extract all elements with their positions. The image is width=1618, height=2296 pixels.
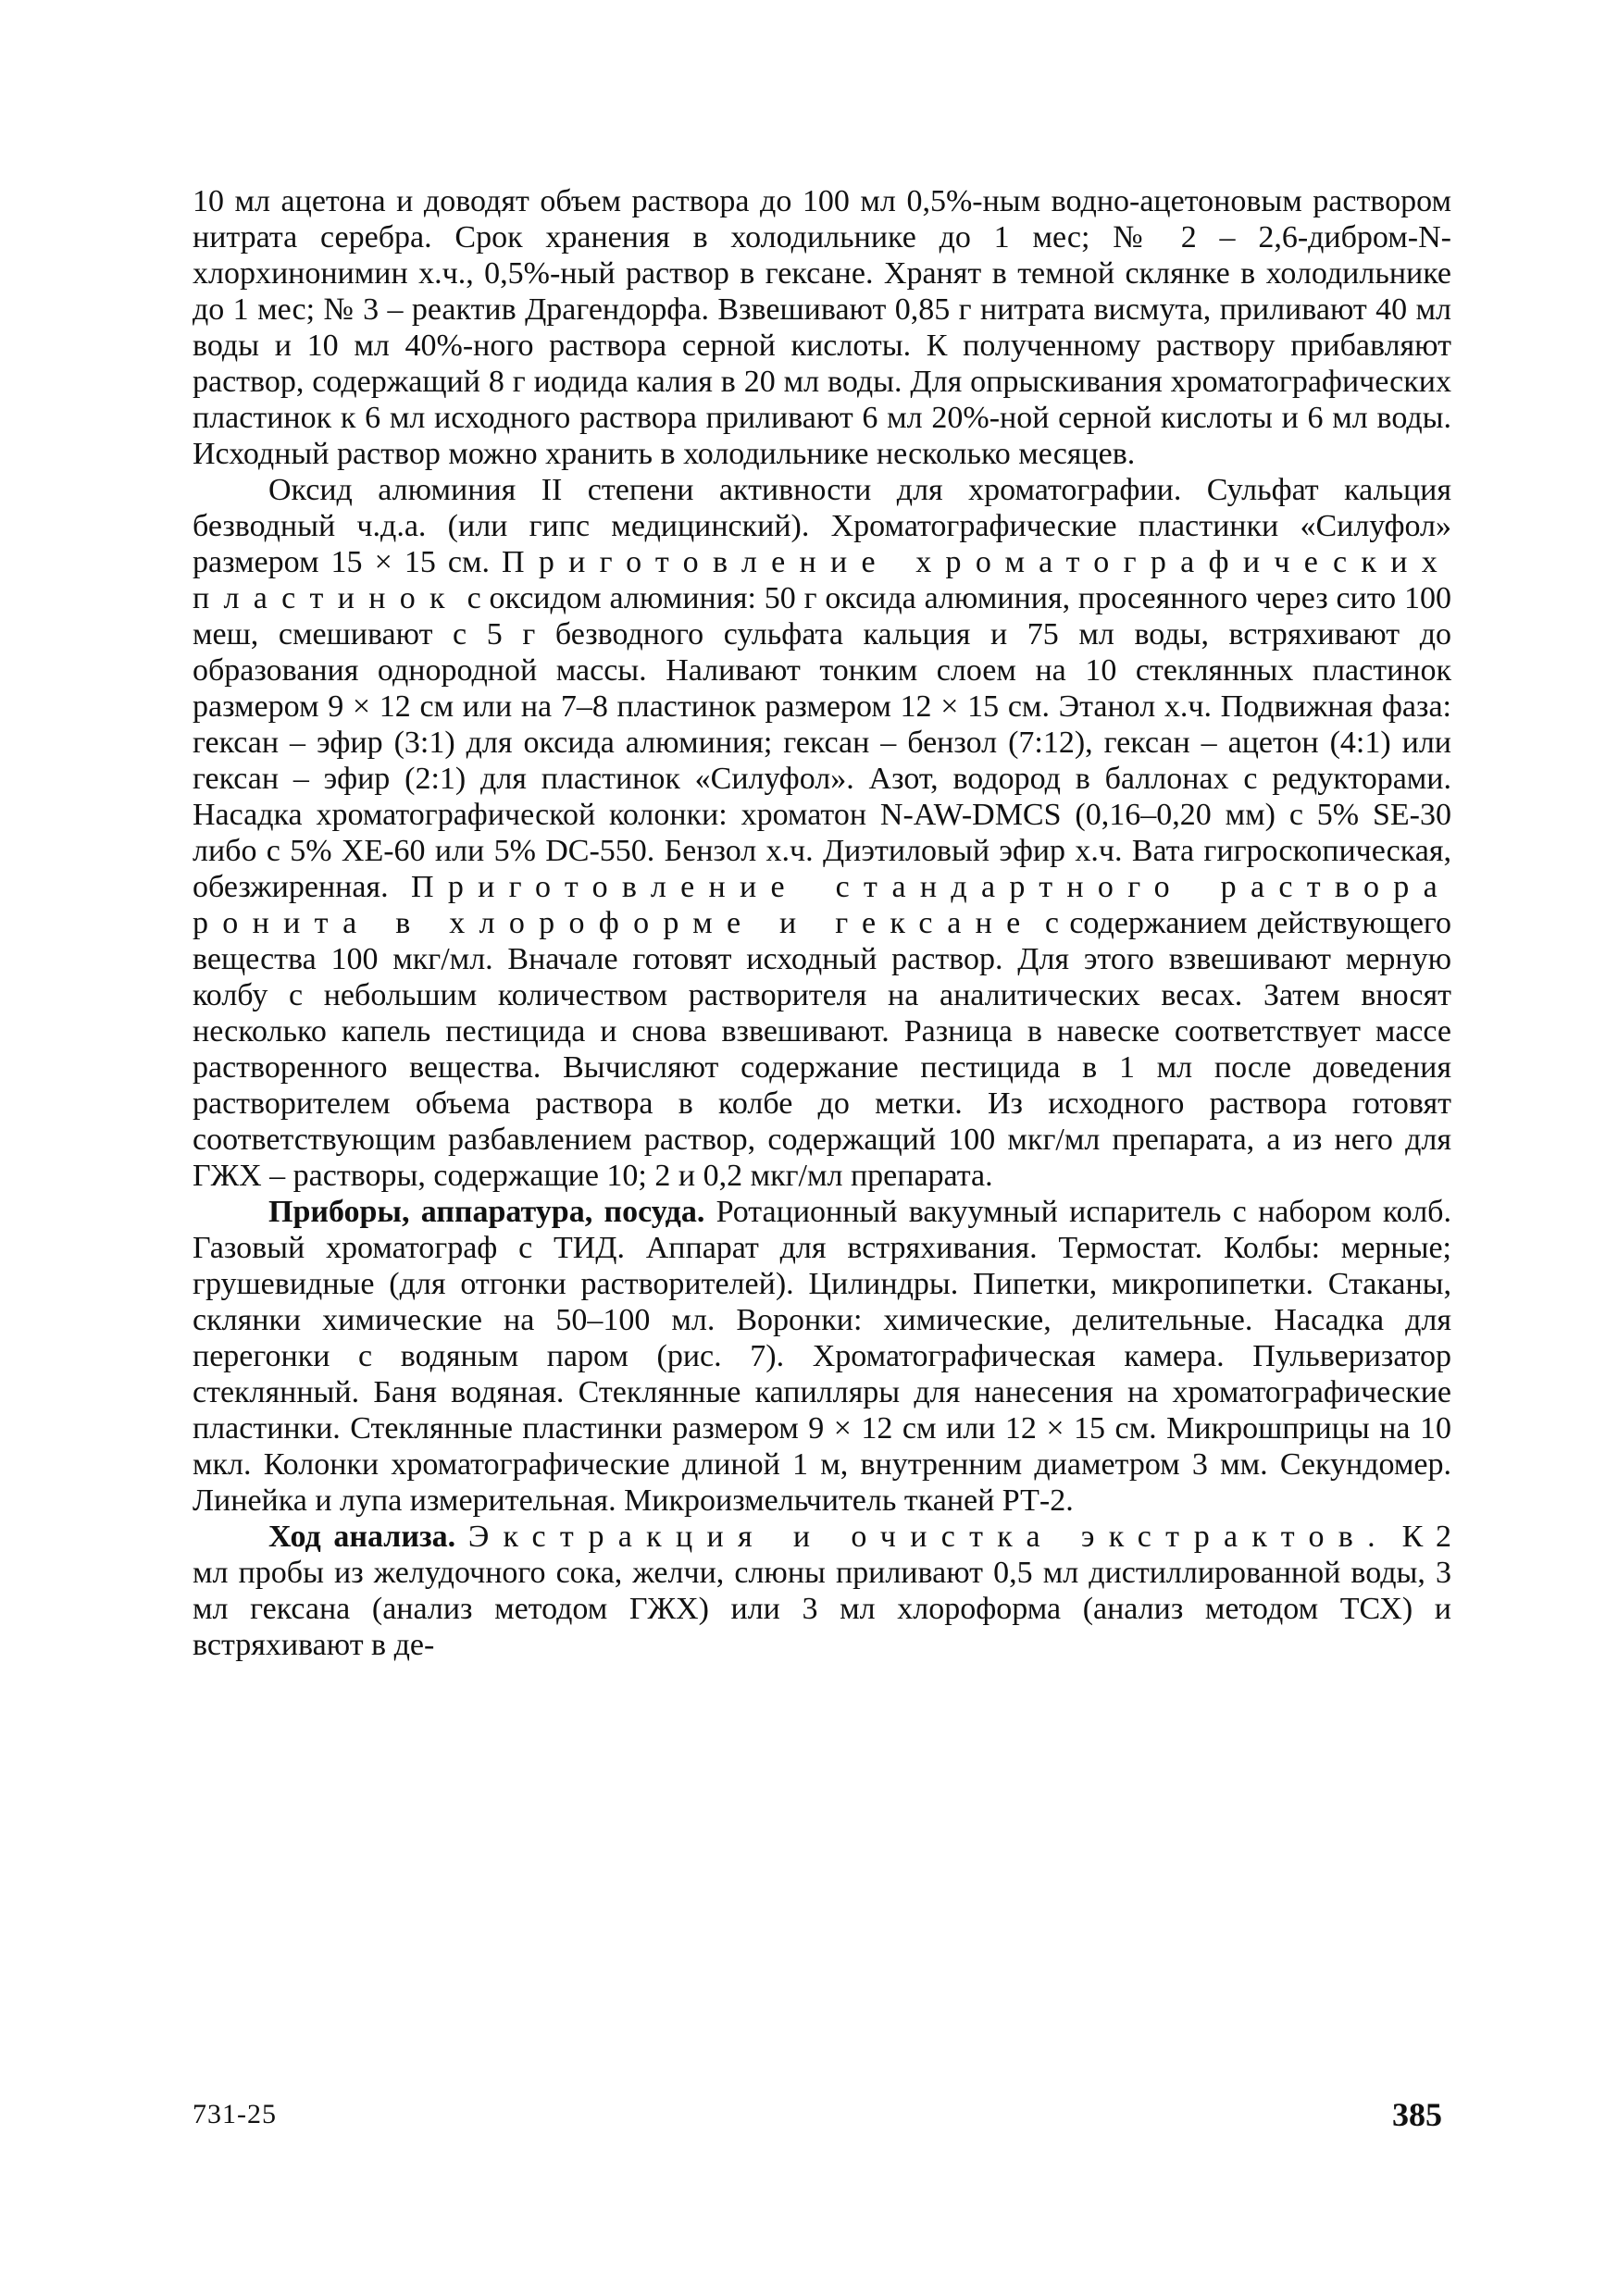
analysis-text: К 2 мл пробы из желудочного сока, желчи, слюны приливают 0,5 мл дистиллированной воды, 3 мл гексана (анализ методом ГЖХ) или 3 мл хлороформа (анализ методом ТСХ) и встряхивают в де- <box>193 1520 1451 1662</box>
body-text <box>193 183 1451 1663</box>
paragraph-equipment <box>193 1194 1451 1519</box>
materials-text-continued: с оксидом алюминия: 50 г оксида алюминия, просеянного через сито 100 меш, смешивают с 5 г безводного сульфата кальция и 75 мл воды, встряхивают до образования однородной массы. Наливают тонким слоем на 10 стеклянных пластинок размером 9 × 12 см или на 7–8 пластинок размером 12 × 15 см. Этанол х.ч. Подвижная фаза: гексан – эфир (3:1) для оксида алюминия; гексан – бензол (7:12), гексан – ацетон (4:1) или гексан – эфир (2:1) для пластинок «Силуфол». Азот, водород в баллонах с редукторами. Насадка хроматографической колонки: хроматон N-AW-DMCS (0,16–0,20 мм) с 5% SE-30 либо с 5% XE-60 или 5% DC-550. Бензол х.ч. Диэтиловый эфир х.ч. Вата гигроскопическая, обезжиренная. <box>193 581 1451 904</box>
paragraph-reagents-continued <box>193 183 1451 472</box>
spaced-heading-plates-preparation: Приготовление хроматографических пластинок <box>193 545 1451 615</box>
equipment-heading: Приборы, аппаратура, посуда. <box>268 1195 705 1229</box>
paragraph-materials <box>193 472 1451 1194</box>
equipment-text: Ротационный вакуумный испаритель с набором колб. Газовый хроматограф с ТИД. Аппарат для встряхивания. Термостат. Колбы: мерные; грушевидные (для отгонки растворителей). Цилиндры. Пипетки, микропипетки. Стаканы, склянки химические на 50–100 мл. Воронки: химические, делительные. Насадка для перегонки с водяным паром (рис. 7). Хроматографическая камера. Пульверизатор стеклянный. Баня водяная. Стеклянные капилляры для нанесения на хроматографические пластинки. Стеклянные пластинки размером 9 × 12 см или 12 × 15 см. Микрошприцы на 10 мкл. Колонки хроматографические длиной 1 м, внутренним диаметром 3 мм. Секундомер. Линейка и лупа измерительная. Микроизмельчитель тканей РТ-2. <box>193 1195 1451 1518</box>
page-number: 385 <box>1392 2096 1442 2133</box>
paragraph-analysis-procedure <box>193 1519 1451 1663</box>
printer-signature: 731-25 <box>193 2099 277 2129</box>
spaced-heading-standard-solution: Приготовление стандартного раствора ронита в хлороформе и гексане <box>193 870 1451 940</box>
spaced-heading-extraction: Экстракция и очистка экстрактов. <box>467 1520 1389 1554</box>
materials-text: Оксид алюминия II степени активности для хроматографии. Сульфат кальция безводный ч.д.а. (или гипс медицинский). Хроматографические пластинки «Силуфол» размером 15 × 15 см. <box>193 473 1451 579</box>
analysis-space <box>455 1520 468 1554</box>
reagents-text: 10 мл ацетона и доводят объем раствора до 100 мл 0,5%-ным водно-ацетоновым раствором нитрата серебра. Срок хранения в холодильнике до 1 мес; № 2 – 2,6-дибром-N-хлорхинонимин х.ч., 0,5%-ный раствор в гексане. Хранят в темной склянке в холодильнике до 1 мес; № 3 – реактив Драгендорфа. Взвешивают 0,85 г нитрата висмута, приливают 40 мл воды и 10 мл 40%-ного раствора серной кислоты. К полученному раствору прибавляют раствор, содержащий 8 г иодида калия в 20 мл воды. Для опрыскивания хроматографических пластинок к 6 мл исходного раствора приливают 6 мл 20%-ной серной кислоты и 6 мл воды. Исходный раствор можно хранить в холодильнике несколько месяцев. <box>193 184 1451 471</box>
standard-solution-text: с содержанием действующего вещества 100 мкг/мл. Вначале готовят исходный раствор. Для этого взвешивают мерную колбу с небольшим количеством растворителя на аналитических весах. Затем вносят несколько капель пестицида и снова взвешивают. Разница в навеске соответствует массе растворенного вещества. Вычисляют содержание пестицида в 1 мл после доведения растворителем объема раствора в колбе до метки. Из исходного раствора готовят соответствующим разбавлением раствор, содержащий 100 мкг/мл препарата, а из него для ГЖХ – растворы, содержащие 10; 2 и 0,2 мкг/мл препарата. <box>193 906 1452 1193</box>
analysis-heading: Ход анализа. <box>268 1520 456 1554</box>
